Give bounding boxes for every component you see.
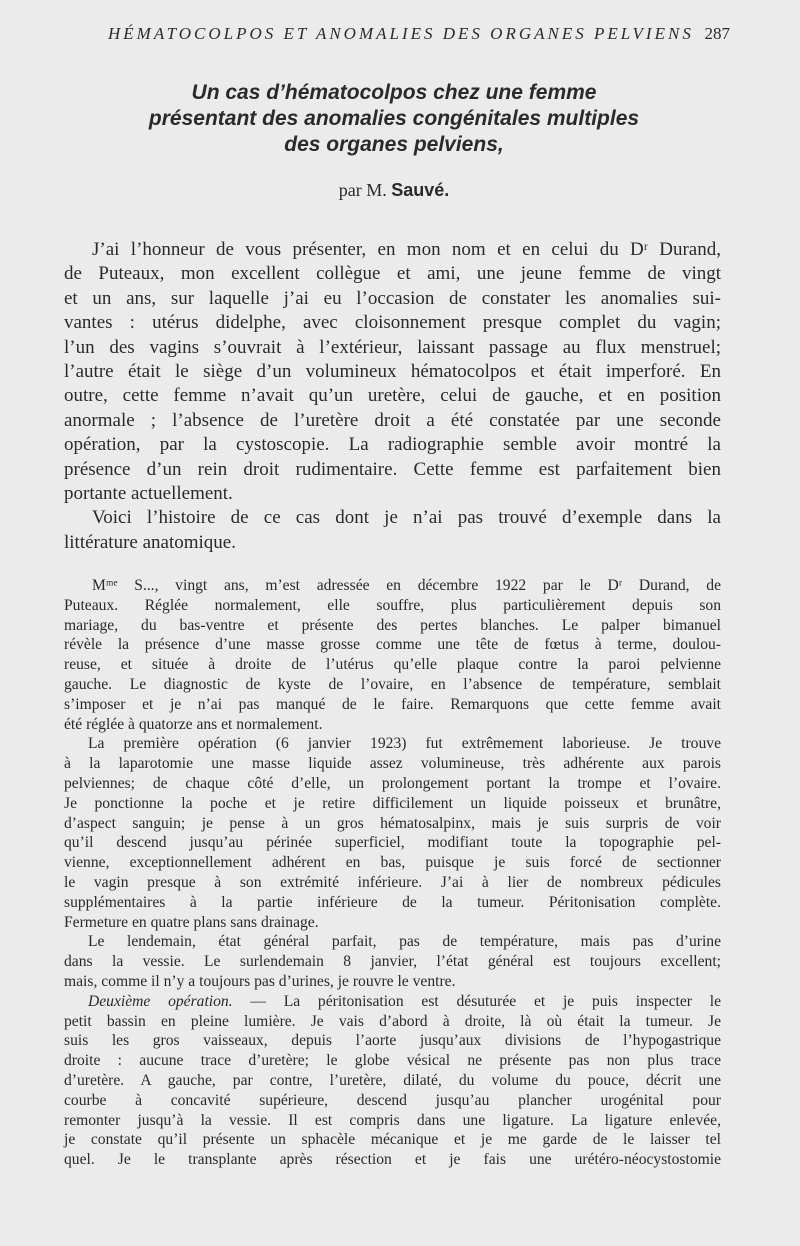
text-line: supplémentaires à la partie inférieure de la tumeur. Péritonisation complète. bbox=[64, 893, 721, 911]
text-line: La première opération (6 janvier 1923) fut extrêmement laborieuse. Je trouve bbox=[88, 735, 721, 753]
text-line: remonter jusqu’à la vessie. Il est compris dans une ligature. La ligature enlevée, bbox=[64, 1111, 721, 1129]
text-line: Puteaux. Réglée normalement, elle souffre, plus particulièrement depuis son bbox=[64, 596, 721, 614]
text-line: outre, cette femme n’avait qu’un uretère, celui de gauche, et en position bbox=[64, 385, 721, 407]
byline bbox=[64, 180, 724, 201]
text-line: d’uretère. A gauche, par contre, l’uretère, dilaté, du volume du pouce, décrit une bbox=[64, 1071, 721, 1089]
text-line: le vagin presque à son extrémité inférieure. J’ai à lier de nombreux pédicules bbox=[64, 873, 721, 891]
text-line: Le lendemain, état général parfait, pas de température, mais pas d’urine bbox=[88, 933, 721, 951]
text-line: de Puteaux, mon excellent collègue et ami, une jeune femme de vingt bbox=[64, 263, 721, 285]
text-line: littérature anatomique. bbox=[64, 531, 236, 553]
section-run-in: Deuxième opération. bbox=[88, 992, 233, 1010]
text-line: J’ai l’honneur de vous présenter, en mon nom et en celui du Dʳ Durand, bbox=[92, 239, 721, 260]
byline-prefix: par M. bbox=[338, 180, 387, 200]
text-line: vantes : utérus didelphe, avec cloisonnement presque complet du vagin; bbox=[64, 312, 721, 334]
article-title bbox=[64, 80, 724, 158]
text-line: je constate qu’il présente un sphacèle mécanique et je me garde de le laisser tel bbox=[64, 1131, 721, 1149]
text-line: quel. Je le transplante après résection et je fais une urétéro-néocystostomie bbox=[64, 1151, 721, 1169]
page-number: 287 bbox=[704, 24, 730, 43]
text-line: dans la vessie. Le surlendemain 8 janvier, l’état général est toujours excellent; bbox=[64, 953, 721, 971]
text-line: mais, comme il n’y a toujours pas d’urines, je rouvre le ventre. bbox=[64, 972, 456, 990]
text-line: petit bassin en pleine lumière. Je vais d’abord à droite, là où était la tumeur. Je bbox=[64, 1012, 721, 1030]
text-line: vienne, exceptionnellement adhérent en bas, puisque je suis forcé de sectionner bbox=[64, 854, 721, 872]
text-line: à la laparotomie une masse liquide assez volumineuse, très adhérente aux parois bbox=[64, 755, 721, 773]
text-line: anormale ; l’absence de l’uretère droit a été constatée par une seconde bbox=[64, 409, 721, 431]
text-line: l’autre était le siège d’un volumineux hématocolpos et était imperforé. En bbox=[64, 360, 721, 382]
running-head-title: HÉMATOCOLPOS ET ANOMALIES DES ORGANES PELVIENS bbox=[108, 24, 694, 43]
title-line: Un cas d’hématocolpos chez une femme bbox=[191, 81, 597, 104]
running-head bbox=[0, 14, 800, 54]
text-line: suis les gros vaisseaux, depuis l’aorte jusqu’aux divisions de l’hypogastrique bbox=[64, 1032, 721, 1050]
text-line: Je ponctionne la poche et je retire difficilement un liquide poisseux et brunâtre, bbox=[64, 794, 721, 812]
text-line: gauche. Le diagnostic de kyste de l’ovaire, en l’absence de température, semblait bbox=[64, 675, 721, 693]
text-line: Voici l’histoire de ce cas dont je n’ai pas trouvé d’exemple dans la bbox=[92, 507, 721, 529]
text-line: opération, par la cystoscopie. La radiographie semble avoir montré la bbox=[64, 434, 721, 456]
text-line: révèle la présence d’une masse grosse comme une tête de fœtus à terme, doulou- bbox=[64, 636, 721, 654]
text-line: et un ans, sur laquelle j’ai eu l’occasion de constater les anomalies sui- bbox=[64, 287, 721, 309]
title-line: présentant des anomalies congénitales multiples bbox=[148, 107, 640, 130]
text-line: reuse, et située à droite de l’utérus qu’elle plaque contre la paroi pelvienne bbox=[64, 656, 721, 674]
text-line: s’imposer et je n’ai pas manqué de le faire. Remarquons que cette femme avait bbox=[64, 695, 721, 713]
author-name: Sauvé. bbox=[391, 180, 450, 200]
text-line: courbe à concavité supérieure, descend jusqu’au plancher urogénital pour bbox=[64, 1091, 721, 1109]
text-line: mariage, du bas-ventre et présente des pertes blanches. Le palper bimanuel bbox=[64, 616, 721, 634]
text-line: portante actuellement. bbox=[64, 482, 233, 504]
text-line: Deuxième opération. — La péritonisation est désuturée et je puis inspecter le bbox=[88, 992, 721, 1010]
text-line: droite : aucune trace d’uretère; le globe vésical ne présente pas non plus trace bbox=[64, 1052, 721, 1070]
text-line: l’un des vagins s’ouvrait à l’extérieur, laissant passage au flux menstruel; bbox=[64, 336, 721, 358]
intro-paragraphs bbox=[64, 238, 721, 555]
title-line: des organes pelviens, bbox=[284, 133, 504, 156]
text-line: pelviennes; de chaque côté d’elle, un prolongement portant la trompe et l’ovaire. bbox=[64, 774, 721, 792]
text-line: présence d’un rein droit rudimentaire. Cette femme est parfaitement bien bbox=[64, 458, 721, 480]
text-line: d’aspect sanguin; je pense à un gros hématosalpinx, mais je suis surpris de voir bbox=[64, 814, 721, 832]
text-line: été réglée à quatorze ans et normalement. bbox=[64, 715, 323, 733]
text-line: Mᵐᵉ S..., vingt ans, m’est adressée en décembre 1922 par le Dʳ Durand, de bbox=[92, 577, 721, 594]
text-line: Fermeture en quatre plans sans drainage. bbox=[64, 913, 319, 931]
case-report bbox=[64, 576, 721, 1170]
text-line: qu’il descend jusqu’au périnée superficiel, modifiant toute la topographie pel- bbox=[64, 834, 721, 852]
